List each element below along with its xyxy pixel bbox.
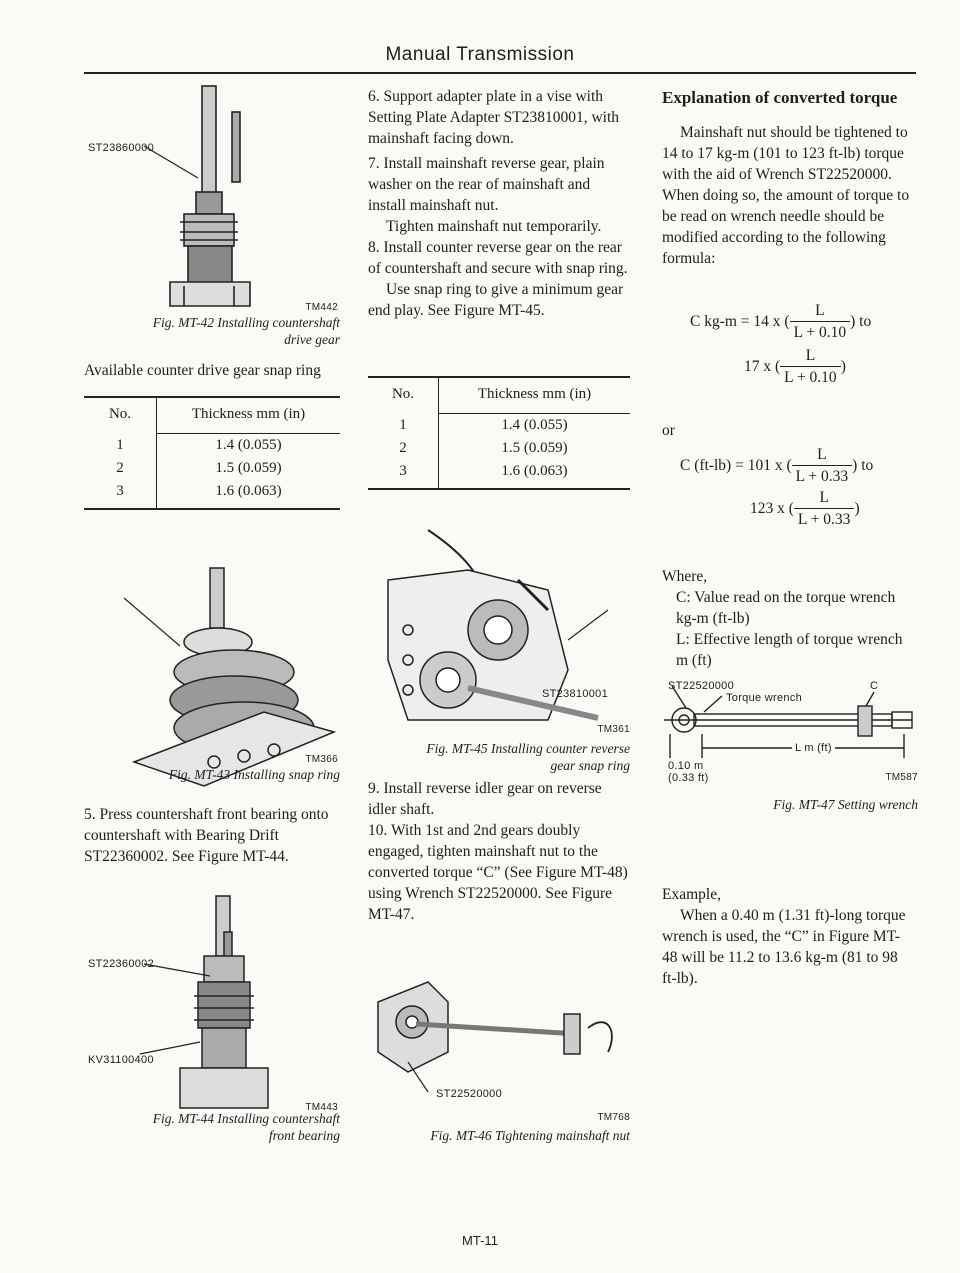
col-header-no: No.	[84, 398, 157, 434]
col-header-no: No.	[368, 378, 439, 414]
formula-ftlb: C (ft-lb) = 101 x ( $\frac{L}{L + 0.33}$ ) to 123 x ( $\frac{L}{L + 0.33}$ )	[680, 446, 874, 528]
figure-mt45	[368, 520, 630, 740]
tool-label-st23810001: ST23810001	[542, 688, 608, 700]
step-5: 5. Press countershaft front bearing onto countershaft with Bearing Drift ST22360002. See Figure MT-44.	[84, 806, 329, 865]
col-header-thickness: Thickness mm (in)	[157, 398, 341, 434]
example-text: When a 0.40 m (1.31 ft)-long torque wrench is used, the “C” in Figure MT-48 will be 11.2 to 13.6 kg-m (81 to 98 ft-lb).	[662, 907, 906, 987]
table-row: 1 1.4 (0.055)	[368, 414, 630, 438]
offset-label-ft: (0.33 ft)	[668, 772, 709, 784]
table-row: 1 1.4 (0.055)	[84, 434, 340, 458]
legend-l: L: Effective length of torque wrench m (ft)	[676, 631, 903, 669]
caption-mt47: Fig. MT-47 Setting wrench	[773, 797, 918, 812]
step-7: 7. Install mainshaft reverse gear, plain washer on the rear of mainshaft and install mainshaft nut.	[368, 155, 605, 214]
figure-mt43	[84, 562, 340, 798]
tool-label-st22520000: ST22520000	[668, 680, 734, 692]
tool-label-st23860000: ST23860000	[88, 142, 154, 154]
caption-mt46: Fig. MT-46 Tightening mainshaft nut	[430, 1128, 630, 1143]
explanation-paragraph: Mainshaft nut should be tightened to 14 to 17 kg-m (101 to 123 ft-lb) torque with the aid of Wrench ST22520000. When doing so, the amount of torque to be read on wrench needle should be modified according to the following formula:	[662, 124, 910, 267]
table-row: 3 1.6 (0.063)	[84, 480, 340, 508]
table-row: 2 1.5 (0.059)	[84, 457, 340, 480]
figure-code: TM361	[597, 724, 630, 735]
figure-mt44	[84, 892, 340, 1112]
countershaft-drive-gear-illustration	[84, 82, 340, 312]
figure-mt46	[368, 962, 630, 1122]
caption-mt43: Fig. MT-43 Installing snap ring	[168, 767, 340, 782]
torque-wrench-label: Torque wrench	[726, 692, 803, 704]
step-6: 6. Support adapter plate in a vise with Setting Plate Adapter ST23810001, with mainshaft facing down.	[368, 88, 619, 147]
formula-or: or	[662, 422, 675, 439]
column-2-steps-lower	[368, 778, 630, 925]
caption-mt42: Fig. MT-42 Installing countershaft drive gear	[152, 315, 340, 347]
table-row: 3 1.6 (0.063)	[368, 460, 630, 488]
step-7-note: Tighten mainshaft nut temporarily.	[386, 218, 602, 235]
counter-reverse-gear-illustration	[368, 520, 630, 740]
figure-code: TM442	[305, 302, 338, 313]
caption-mt44: Fig. MT-44 Installing countershaft front bearing	[152, 1111, 340, 1143]
tool-label-st22360002: ST22360002	[88, 958, 154, 970]
figure-code: TM768	[597, 1112, 630, 1123]
formula-legend: Where, C: Value read on the torque wrench kg-m (ft-lb) L: Effective length of torque wrench m (ft)	[662, 566, 918, 671]
front-bearing-illustration	[84, 892, 340, 1112]
figure-mt42	[84, 82, 340, 312]
figure-code: TM587	[885, 772, 918, 783]
snap-ring-table-2	[368, 376, 630, 490]
step-9: 9. Install reverse idler gear on reverse idler shaft.	[368, 780, 602, 818]
snap-ring-illustration	[84, 562, 340, 798]
length-label: L m (ft)	[792, 742, 835, 754]
table-title: Available counter drive gear snap ring	[84, 362, 321, 379]
header-rule	[84, 72, 916, 74]
step-8: 8. Install counter reverse gear on the rear of countershaft and secure with snap ring.	[368, 239, 628, 277]
formula-kgm: C kg-m = 14 x ( $\frac{L}{L + 0.10}$ ) to 17 x ( $\frac{L}{L + 0.10}$ )	[690, 302, 872, 386]
figure-code: TM443	[305, 1102, 338, 1113]
table-row: 2 1.5 (0.059)	[368, 437, 630, 460]
page-header: Manual Transmission	[385, 44, 575, 65]
snap-ring-table-1	[84, 396, 340, 510]
step-8-note: Use snap ring to give a minimum gear end play. See Figure MT-45.	[368, 281, 624, 319]
figure-code: TM366	[305, 754, 338, 765]
tool-label-st22520000: ST22520000	[436, 1088, 502, 1100]
col-header-thickness: Thickness mm (in)	[439, 378, 631, 414]
figure-mt47	[662, 676, 918, 776]
caption-mt45: Fig. MT-45 Installing counter reverse gear snap ring	[426, 741, 630, 773]
page-number: MT-11	[462, 1233, 498, 1248]
offset-label-m: 0.10 m	[668, 760, 704, 772]
section-title: Explanation of converted torque	[662, 88, 898, 107]
step-10: 10. With 1st and 2nd gears doubly engaged, tighten mainshaft nut to the converted torque “C” (See Figure MT-48) using Wrench ST22520000. See Figure MT-47.	[368, 822, 628, 923]
example-block: Example, When a 0.40 m (1.31 ft)-long torque wrench is used, the “C” in Figure MT-48 will be 11.2 to 13.6 kg-m (81 to 98 ft-lb).	[662, 884, 914, 989]
c-label: C	[870, 680, 879, 692]
tool-label-kv31100400: KV31100400	[88, 1054, 154, 1066]
legend-c: C: Value read on the torque wrench kg-m (ft-lb)	[676, 589, 896, 627]
column-2-steps	[368, 86, 630, 321]
